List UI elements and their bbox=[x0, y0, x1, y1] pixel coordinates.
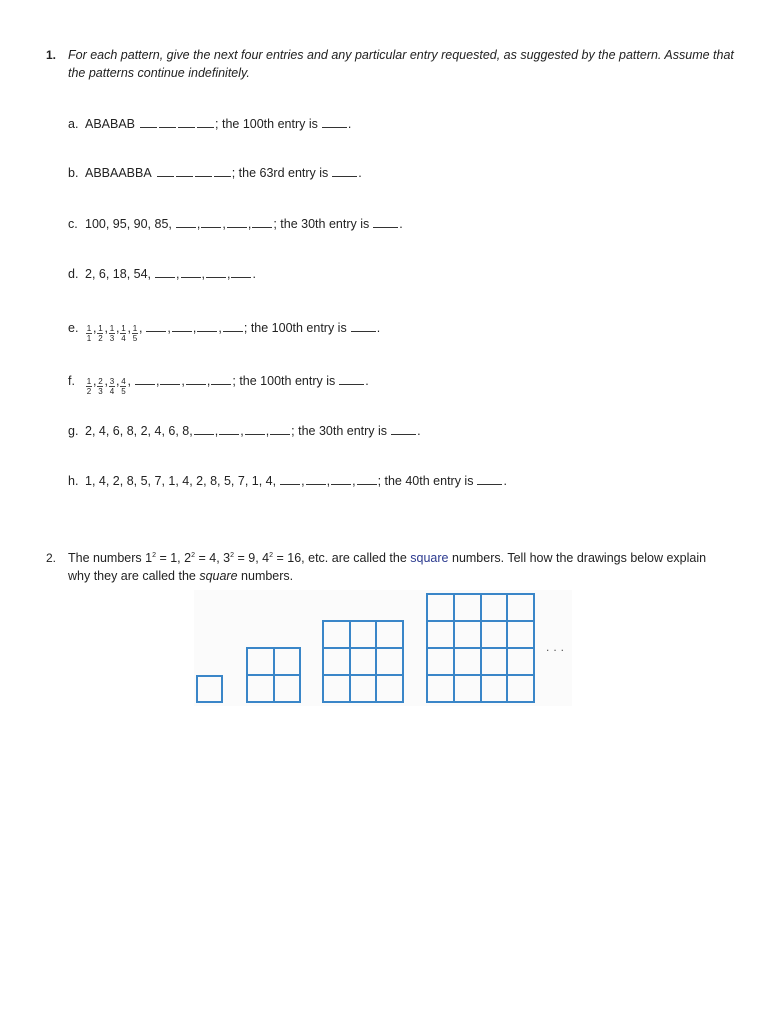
answer-blank[interactable] bbox=[157, 175, 174, 177]
square-1x1 bbox=[196, 675, 223, 703]
answer-blank[interactable] bbox=[201, 226, 221, 228]
fraction: $\frac{1}{2}$ bbox=[86, 377, 92, 396]
requested-entry-blank[interactable] bbox=[339, 383, 364, 385]
item-label: g. bbox=[68, 424, 79, 438]
pattern-item-c: c. 100, 95, 90, 85, , , , ; the 30th entry is . bbox=[68, 217, 403, 231]
square-4x4 bbox=[426, 593, 535, 703]
fraction: $\frac{1}{4}$ bbox=[121, 324, 126, 343]
suffix-text: ; the 30th entry is bbox=[291, 424, 388, 438]
fraction: $\frac{1}{5}$ bbox=[132, 324, 138, 343]
pattern-item-g: g. 2, 4, 6, 8, 2, 4, 6, 8, , , , ; the 30th entry is . bbox=[68, 424, 421, 438]
pattern-item-e: e. $\frac{1}{1}$ , $\frac{1}{2}$ , $\frac{1}{3}$ , $\frac{1}{4}$ , $\frac{1}{5}$ , , , , ; the 100th entry is . bbox=[68, 321, 381, 343]
period: . bbox=[503, 474, 507, 488]
suffix-text: ; the 100th entry is bbox=[232, 374, 336, 388]
suffix-text: ; the 100th entry is bbox=[215, 117, 318, 131]
fraction: $\frac{4}{5}$ bbox=[121, 377, 126, 396]
answer-blank[interactable] bbox=[159, 126, 176, 128]
item-label: c. bbox=[68, 217, 78, 231]
answer-blank[interactable] bbox=[135, 383, 155, 385]
continuation-ellipsis: ... bbox=[546, 640, 569, 654]
answer-blank[interactable] bbox=[146, 330, 166, 332]
requested-entry-blank[interactable] bbox=[391, 433, 416, 435]
pattern-item-b bbox=[68, 165, 362, 181]
answer-blank[interactable] bbox=[227, 226, 247, 228]
suffix-text: ; the 30th entry is bbox=[273, 217, 370, 231]
requested-entry-blank[interactable] bbox=[332, 175, 357, 177]
item-label: h. bbox=[68, 474, 79, 488]
highlighted-term-square: square bbox=[410, 551, 449, 565]
answer-blank[interactable] bbox=[194, 433, 214, 435]
sequence: ABBAABBA bbox=[85, 166, 152, 180]
sequence: 100, 95, 90, 85, bbox=[85, 217, 172, 231]
answer-blank[interactable] bbox=[197, 330, 217, 332]
question-number: 2. bbox=[46, 551, 57, 565]
period: . bbox=[252, 267, 256, 281]
answer-blank[interactable] bbox=[252, 226, 272, 228]
fraction: $\frac{2}{3}$ bbox=[98, 377, 103, 396]
answer-blank[interactable] bbox=[245, 433, 265, 435]
fraction: $\frac{3}{4}$ bbox=[109, 377, 115, 396]
answer-blank[interactable] bbox=[186, 383, 206, 385]
answer-blank[interactable] bbox=[197, 126, 214, 128]
fraction: $\frac{1}{3}$ bbox=[109, 324, 115, 343]
period: . bbox=[358, 166, 362, 180]
answer-blank[interactable] bbox=[331, 483, 351, 485]
answer-blank[interactable] bbox=[211, 383, 231, 385]
answer-blank[interactable] bbox=[160, 383, 180, 385]
period: . bbox=[399, 217, 403, 231]
answer-blank[interactable] bbox=[155, 276, 175, 278]
answer-blank[interactable] bbox=[306, 483, 326, 485]
answer-blank[interactable] bbox=[280, 483, 300, 485]
answer-blank[interactable] bbox=[270, 433, 290, 435]
answer-blank[interactable] bbox=[219, 433, 239, 435]
item-label: b. bbox=[68, 166, 79, 180]
period: . bbox=[365, 374, 369, 388]
answer-blank[interactable] bbox=[176, 226, 196, 228]
answer-blank[interactable] bbox=[231, 276, 251, 278]
sequence: 2, 4, 6, 8, 2, 4, 6, 8, bbox=[85, 424, 193, 438]
answer-blank[interactable] bbox=[172, 330, 192, 332]
pattern-item-d: d. 2, 6, 18, 54, , , , . bbox=[68, 267, 256, 281]
suffix-text: ; the 63rd entry is bbox=[231, 166, 329, 180]
item-label: e. bbox=[68, 321, 79, 335]
pattern-item-f: f. $\frac{1}{2}$ , $\frac{2}{3}$ , $\frac{3}{4}$ , $\frac{4}{5}$ , , , , ; the 100th entry is . bbox=[68, 374, 369, 396]
answer-blank[interactable] bbox=[140, 126, 157, 128]
requested-entry-blank[interactable] bbox=[351, 330, 376, 332]
answer-blank[interactable] bbox=[181, 276, 201, 278]
requested-entry-blank[interactable] bbox=[373, 226, 398, 228]
answer-blank[interactable] bbox=[206, 276, 226, 278]
answer-blank[interactable] bbox=[195, 175, 212, 177]
item-label: a. bbox=[68, 117, 79, 131]
fraction: $\frac{1}{1}$ bbox=[86, 324, 92, 343]
answer-blank[interactable] bbox=[214, 175, 231, 177]
requested-entry-blank[interactable] bbox=[322, 126, 347, 128]
suffix-text: ; the 40th entry is bbox=[377, 474, 474, 488]
answer-blank[interactable] bbox=[357, 483, 377, 485]
period: . bbox=[376, 321, 381, 335]
pattern-item-h: h. 1, 4, 2, 8, 5, 7, 1, 4, 2, 8, 5, 7, 1, 4, , , , ; the 40th entry is . bbox=[68, 474, 507, 488]
answer-blank[interactable] bbox=[176, 175, 193, 177]
question-prompt: The numbers $1^2 = 1$, $2^2 = 4$, $3^2 = 9$, $4^2 = 16$, etc. are called the square numbers. Tell how the drawings below explain why they are called the square numbers. bbox=[68, 551, 707, 583]
pattern-item-a bbox=[68, 116, 351, 132]
fraction: $\frac{1}{2}$ bbox=[98, 324, 103, 343]
sequence: 2, 6, 18, 54, bbox=[85, 267, 152, 281]
square-3x3 bbox=[322, 620, 404, 703]
suffix-text: ; the 100th entry is bbox=[243, 321, 347, 335]
question-number: 1. bbox=[46, 48, 57, 62]
requested-entry-blank[interactable] bbox=[477, 483, 502, 485]
item-label: f. bbox=[68, 374, 75, 388]
answer-blank[interactable] bbox=[178, 126, 195, 128]
item-label: d. bbox=[68, 267, 79, 281]
sequence: 1, 4, 2, 8, 5, 7, 1, 4, 2, 8, 5, 7, 1, 4, bbox=[85, 474, 277, 488]
square-2x2 bbox=[246, 647, 301, 703]
period: . bbox=[347, 117, 352, 131]
question-prompt: For each pattern, give the next four entries and any particular entry requested, as suggested by the pattern. Assume that the patterns continue indefinitely. bbox=[68, 48, 734, 80]
sequence: ABABAB bbox=[85, 117, 136, 131]
answer-blank[interactable] bbox=[223, 330, 243, 332]
period: . bbox=[417, 424, 421, 438]
